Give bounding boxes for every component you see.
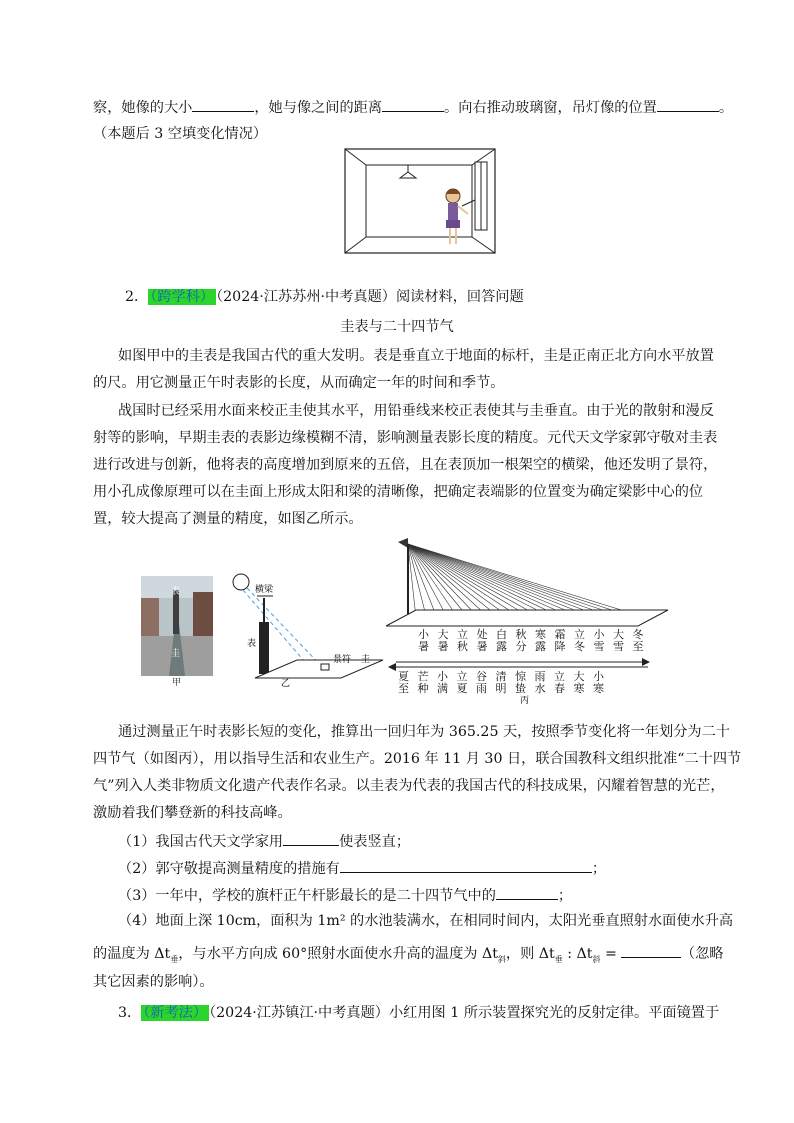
interdisciplinary-tag: （跨学科） — [150, 289, 215, 305]
biao-label: 表 — [247, 639, 257, 649]
bottom-term-char: 至 — [398, 682, 409, 695]
sun-ray-line — [408, 544, 490, 618]
bottom-term-char: 清 — [495, 670, 507, 683]
sun-ray-line — [408, 544, 595, 618]
top-term-char: 雪 — [613, 640, 624, 653]
bottom-term-char: 水 — [534, 682, 546, 695]
label-bing: 丙 — [520, 696, 530, 704]
bottom-term-char: 大 — [573, 670, 585, 683]
bottom-term-char: 种 — [417, 682, 429, 695]
top-term-char: 秋 — [515, 628, 527, 641]
top-term-char: 雪 — [593, 640, 605, 653]
bottom-term-char: 寒 — [573, 682, 585, 695]
bottom-term-char: 满 — [437, 682, 448, 695]
subq-4-line1: （4）地面上深 10cm，面积为 1m² 的水池装满水，在相同时间内，太阳光垂直照射水面使水升高 — [118, 913, 734, 929]
bottom-term-char: 雨 — [476, 682, 487, 695]
para2-line1: 战国时已经采用水面来校正圭使其水平，用铅垂线来校正表使其与圭垂直。由于光的散射和漫反 — [118, 403, 714, 419]
subq-4-line2: 的温度为 $\Delta t_垂$，与水平方向成 60°照射水面使水升高的温度为 $\Delta t_斜$，则 $\Delta t_垂$ : $\Delta t_斜$ = （忽略 — [93, 942, 723, 970]
para2-line3: 进行改进与创新，他将表的高度增加到原来的五倍，且在表顶加一根架空的横梁，他还发明了景符， — [93, 457, 718, 473]
bottom-term-char: 雨 — [534, 670, 546, 683]
question-2-header: 2． （跨学科） （2024·江苏苏州·中考真题）阅读材料，回答问题 — [125, 289, 524, 305]
sun-ray-line — [408, 544, 521, 618]
bottom-term-char: 小 — [437, 670, 448, 683]
photo-gui-label: 圭 — [171, 649, 181, 659]
para3-line1: 通过测量正午时表影长短的变化，推算出一回归年为 365.25 天，按照季节变化将一年划分为二十 — [118, 724, 730, 740]
para2-line2: 射等的影响，早期圭表的表影边缘模糊不清，影响测量表影长度的精度。元代天文学家郭守敬对圭表 — [93, 430, 718, 446]
question-3-header: 3． （新考法） （2024·江苏镇江·中考真题）小红用图 1 所示装置探究光的反射定律。平面镜置于 — [118, 1005, 720, 1021]
bottom-term-char: 夏 — [456, 682, 468, 695]
blank-2[interactable] — [382, 96, 444, 112]
top-term-char: 暑 — [418, 640, 429, 653]
para3-line4: 激励着我们攀登新的科技高峰。 — [93, 805, 292, 821]
sun-ray-line — [408, 544, 626, 618]
sun-ray-line — [408, 544, 553, 618]
room-figure — [344, 148, 496, 254]
top-term-char: 暑 — [437, 640, 449, 653]
photo-biao-label: 表 — [171, 587, 181, 597]
figure-bing-diagram — [386, 534, 670, 704]
sun-ray-line — [408, 544, 532, 618]
bottom-term-char: 立 — [554, 670, 565, 683]
bottom-term-char: 明 — [495, 682, 507, 695]
label-yi: 乙 — [281, 679, 291, 687]
subq-2: （2）郭守敬提高测量精度的措施有 ； — [118, 857, 606, 879]
para2-line5: 置，较大提高了测量的精度，如图乙所示。 — [93, 511, 363, 527]
para2-line4: 用小孔成像原理可以在圭面上形成太阳和梁的清晰像，把确定表端影的位置变为确定梁影中心的位 — [93, 484, 704, 500]
para3-line3: 气”列入人类非物质文化遗产代表作名录。以圭表为代表的我国古代的科技成果，闪耀着智慧的光芒， — [93, 778, 725, 794]
top-term-char: 小 — [418, 628, 429, 641]
figure-yi-diagram — [225, 572, 390, 687]
bottom-term-char: 蛰 — [515, 682, 526, 695]
sun-ray-line — [408, 544, 416, 618]
top-term-char: 大 — [613, 628, 624, 641]
top-term-char: 暑 — [476, 640, 488, 653]
top-term-char: 立 — [574, 628, 585, 641]
jingfu-label: 景符 — [333, 655, 352, 665]
bottom-term-char: 芒 — [417, 670, 429, 683]
top-term-char: 分 — [515, 640, 527, 653]
top-term-char: 至 — [632, 640, 644, 653]
answer-blank-3[interactable] — [496, 884, 558, 900]
top-term-char: 露 — [535, 640, 546, 653]
bottom-term-char: 春 — [554, 682, 565, 695]
question-1-line: 察，她像的大小 ，她与像之间的距离 。向右推动玻璃窗，吊灯像的位置 。 — [93, 96, 733, 118]
sun-ray-line — [408, 544, 605, 618]
top-term-char: 降 — [554, 640, 566, 653]
top-term-char: 白 — [496, 628, 507, 641]
subq-4-line3: 其它因素的影响）。 — [93, 974, 214, 990]
bottom-term-char: 寒 — [593, 682, 604, 695]
sun-ray-line — [408, 544, 563, 618]
article-title: 圭表与二十四节气 — [340, 319, 454, 335]
top-term-char: 大 — [437, 628, 449, 641]
para1-line1: 如图甲中的圭表是我国古代的重大发明。表是垂直立于地面的标杆，圭是正南正北方向水平放置 — [118, 348, 714, 364]
bottom-term-char: 立 — [456, 670, 468, 683]
top-term-char: 冬 — [632, 628, 644, 641]
figure-jia-photo — [141, 576, 213, 686]
top-term-char: 冬 — [574, 640, 585, 653]
label-jia: 甲 — [172, 678, 182, 686]
subq-1: （1）我国古代天文学家用 使表竖直； — [118, 830, 410, 852]
sun-ray-line — [408, 544, 616, 618]
bottom-term-char: 惊 — [515, 670, 526, 683]
bottom-term-char: 谷 — [476, 670, 487, 683]
top-term-char: 秋 — [457, 640, 468, 653]
top-term-char: 寒 — [535, 628, 546, 641]
hengliang-label: 横梁 — [255, 585, 274, 595]
sun-ray-line — [408, 544, 500, 618]
gui-label: 圭 — [361, 655, 371, 665]
answer-blank-1[interactable] — [283, 830, 339, 846]
subq-3: （3）一年中，学校的旗杆正午杆影最长的是二十四节气中的 ； — [118, 884, 572, 906]
answer-blank-2[interactable] — [340, 857, 592, 873]
blank-3[interactable] — [657, 96, 719, 112]
bottom-term-char: 小 — [593, 670, 604, 683]
top-term-char: 立 — [457, 628, 468, 641]
blank-1[interactable] — [192, 96, 254, 112]
top-term-char: 小 — [593, 628, 605, 641]
sun-ray-line — [408, 544, 584, 618]
para3-line2: 四节气（如图丙），用以指导生活和农业生产。2016 年 11 月 30 日，联合国教科文组织批准“二十四节 — [93, 751, 742, 767]
top-term-char: 霜 — [554, 628, 566, 641]
top-term-char: 处 — [476, 628, 488, 641]
para1-line2: 的尺。用它测量正午时表影的长度，从而确定一年的时间和季节。 — [93, 375, 505, 391]
note-line: （本题后 3 空填变化情况） — [93, 126, 268, 142]
answer-blank-4[interactable] — [621, 942, 681, 958]
bottom-term-char: 夏 — [398, 670, 409, 683]
new-method-tag: （新考法） — [143, 1005, 208, 1021]
top-term-char: 露 — [496, 640, 507, 653]
